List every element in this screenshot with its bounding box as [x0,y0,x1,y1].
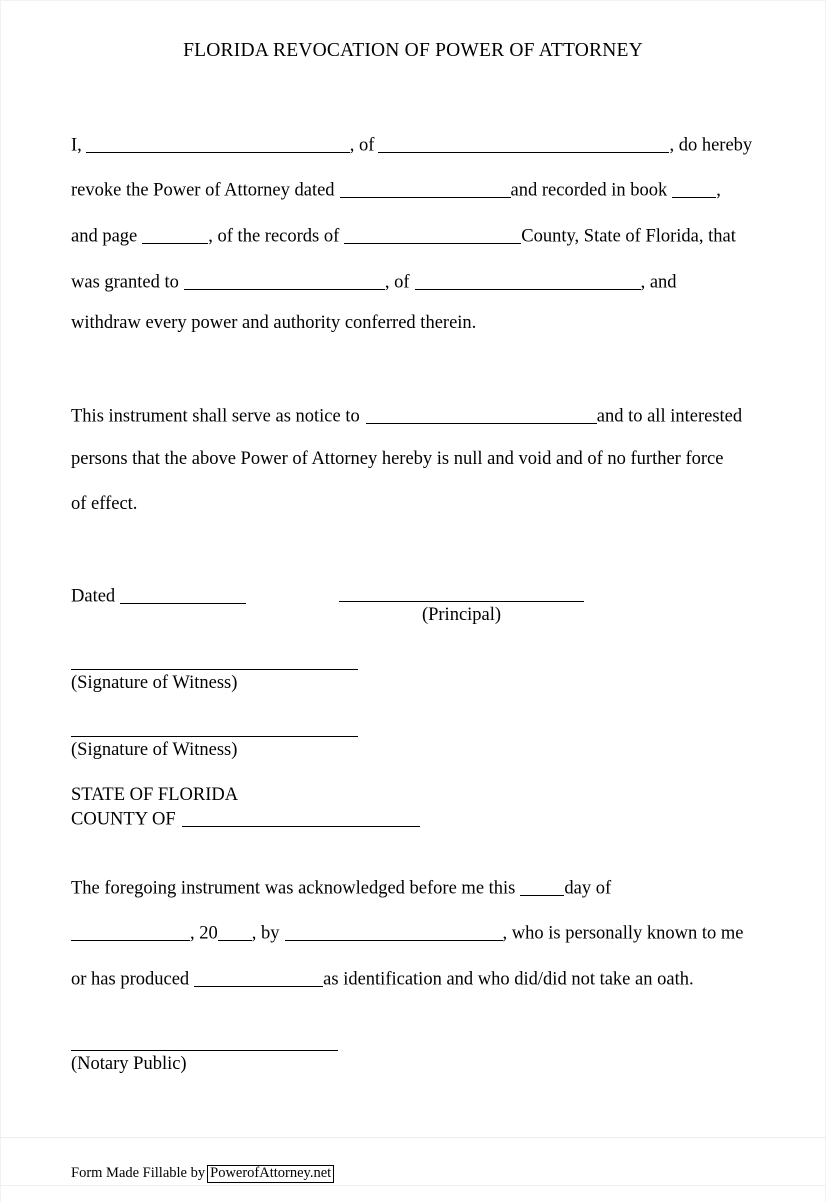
witness-1-caption: (Signature of Witness) [71,673,238,693]
county-of-label: COUNTY OF [71,809,176,830]
body-line-7: persons that the above Power of Attorney hereby is null and void and of no further force [71,449,724,469]
text-ack-20: , 20 [190,923,218,944]
field-notary-county-box [182,803,420,826]
field-dated-box [120,565,246,603]
field-county-of-record-box [344,207,521,243]
field-notary-county[interactable] [182,807,420,827]
text-notice-to: This instrument shall serve as notice to [71,406,360,427]
field-page[interactable] [142,224,208,244]
field-county-of-record[interactable] [344,224,521,244]
field-poa-date-box [340,161,511,197]
field-book[interactable] [672,178,716,198]
text-county-state: County, State of Florida, that [521,226,736,247]
field-granted-to-address-box [415,253,641,289]
notary-caption: (Notary Public) [71,1054,187,1074]
text-and-page: and page [71,226,138,247]
footer-text: Form Made Fillable by [71,1165,206,1181]
field-page-box [142,207,208,243]
field-id-produced[interactable] [194,967,323,987]
field-ack-month[interactable] [71,921,190,941]
principal-signature-rule[interactable] [339,601,584,602]
dated-label: Dated [71,586,116,607]
notary-signature-rule[interactable] [71,1050,338,1051]
text-as-identification: as identification and who did/did not take an oath. [323,969,694,990]
field-notice-to-box [366,385,597,423]
text-revoke: revoke the Power of Attorney dated [71,180,335,201]
text-or-has-produced: or has produced [71,969,190,990]
text-ack-known: , who is personally known to me [502,923,744,944]
footer-link-powerofattorney[interactable]: PowerofAttorney.net [207,1165,334,1183]
field-ack-year[interactable] [218,921,252,941]
witness-2-signature-rule[interactable] [71,736,358,737]
field-principal-name[interactable] [86,133,350,153]
text-was-granted-to: was granted to [71,272,179,293]
body-line-6 [71,404,742,426]
text-records-of: , of the records of [208,226,340,247]
field-ack-day-box [520,856,564,895]
witness-1-signature-rule[interactable] [71,669,358,670]
text-ack-by: , by [251,923,280,944]
text-of-2: , of [384,272,410,293]
page-edge-left [0,0,1,1202]
text-recorded-book: and recorded in book [510,180,668,201]
field-ack-year-box [218,904,252,940]
field-granted-to-name-box [184,253,385,289]
state-of-florida-label: STATE OF FLORIDA [71,785,239,805]
field-principal-address-box [378,110,669,152]
footer-divider [0,1137,826,1138]
body-line-1 [71,133,752,155]
text-ack-day-of: day of [564,878,612,899]
text-all-interested: and to all interested [596,406,743,427]
field-granted-to-address[interactable] [415,270,641,290]
ack-line-3 [71,967,694,989]
ack-line-1 [71,876,611,898]
body-line-8: of effect. [71,494,138,514]
witness-2-caption: (Signature of Witness) [71,740,238,760]
dated-line [71,584,246,606]
field-book-box [672,161,716,197]
text-ack-1: The foregoing instrument was acknowledged before me this [71,878,516,899]
footer-divider-lower [0,1185,826,1186]
county-of-line [71,807,420,829]
body-line-5: withdraw every power and authority conferred therein. [71,313,477,333]
principal-caption: (Principal) [421,605,502,625]
text-comma-1: , [716,180,721,201]
field-ack-day[interactable] [520,876,564,896]
text-i: I, [71,135,82,156]
text-do-hereby: , do hereby [669,135,753,156]
field-ack-person[interactable] [285,921,503,941]
ack-line-2 [71,921,744,943]
field-principal-name-box [86,110,350,152]
footer [71,1165,334,1183]
field-ack-month-box [71,904,190,940]
field-dated[interactable] [120,584,246,604]
page-title: FLORIDA REVOCATION OF POWER OF ATTORNEY [183,40,643,61]
field-poa-date[interactable] [340,178,511,198]
body-line-3 [71,224,736,246]
field-notice-to[interactable] [366,404,597,424]
text-and-1: , and [640,272,677,293]
field-ack-person-box [285,904,503,940]
body-line-4 [71,270,677,292]
body-line-2 [71,178,721,200]
page-edge-top [0,0,826,1]
field-principal-address[interactable] [378,133,669,153]
field-id-produced-box [194,950,323,986]
field-granted-to-name[interactable] [184,270,385,290]
text-of-1: , of [349,135,375,156]
